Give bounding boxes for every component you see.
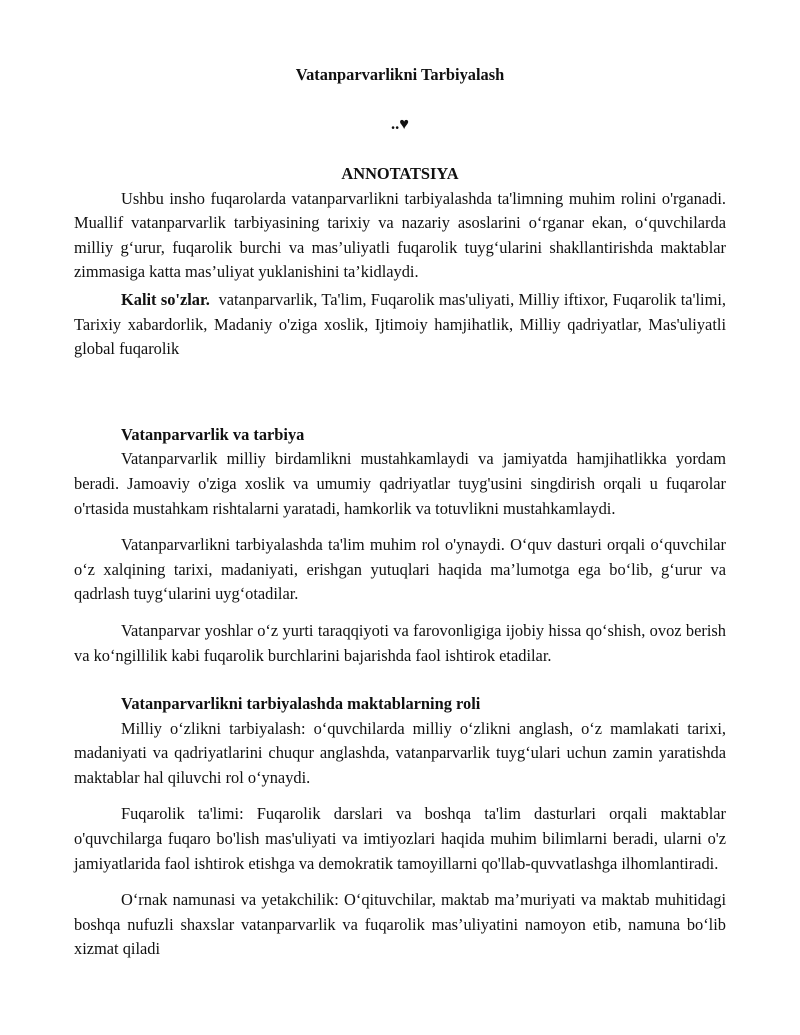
spacer — [74, 668, 726, 692]
section-heading-schools-role: Vatanparvarlikni tarbiyalashda maktablarning roli — [121, 694, 481, 714]
spacer — [74, 876, 726, 888]
document-title: Vatanparvarlikni Tarbiyalash — [295, 65, 505, 84]
spacer — [74, 607, 726, 619]
keywords-list: vatanparvarlik, Ta'lim, Fuqarolik mas'uliyati, Milliy iftixor, Fuqarolik ta'limi, Tarixiy xabardorlik, Madaniy o'ziga xoslik, Ijtimoiy hamjihatlik, Milliy qadriyatlar, Mas'uliyatli global fuqarolik — [74, 289, 726, 359]
spacer — [74, 521, 726, 533]
section1-paragraph-2: Vatanparvarlikni tarbiyalashda ta'lim muhim rol o'ynaydi. Oʻquv dasturi orqali oʻquvchilar oʻz xalqining tarixi, madaniyati, erishgan yutuqlari haqida ma’lumotga ega boʻlib, gʻurur va qadrlash tuygʻularini uygʻotadilar. — [74, 535, 726, 604]
ornament-heart: ..♥ — [391, 114, 409, 133]
spacer — [74, 790, 726, 802]
section2-paragraph-2: Fuqarolik ta'limi: Fuqarolik darslari va boshqa ta'lim dasturlari orqali maktablar o'quvchilarga fuqaro bo'lish mas'uliyati va imtiyozlari haqida muhim bilimlarni beradi, ularni o'z jamiyatlarida faol ishtirok etishga va demokratik tamoyillarni qo'llab-quvvatlashga ilhomlantiradi. — [74, 804, 726, 873]
document-page — [74, 63, 726, 962]
section2-paragraph-1: Milliy oʻzlikni tarbiyalash: oʻquvchilarda milliy oʻzlikni anglash, oʻz mamlakati tarixi, madaniyati va qadriyatlarini chuqur anglashda, vatanparvarlik tuygʻulari uchun zamin yaratishda maktablar hal qiluvchi rol oʻynaydi. — [74, 718, 726, 787]
section1-paragraph-3: Vatanparvar yoshlar oʻz yurti taraqqiyoti va farovonligiga ijobiy hissa qoʻshish, ovoz berish va koʻngillilik kabi fuqarolik burchlarini bajarishda faol ishtirok etadilar. — [74, 620, 726, 665]
section-heading-patriotism-education: Vatanparvarlik va tarbiya — [121, 424, 305, 444]
section2-paragraph-3: Oʻrnak namunasi va yetakchilik: Oʻqituvchilar, maktab ma’muriyati va maktab muhitidagi boshqa nufuzli shaxslar vatanparvarlik va fuqarolik mas’uliyatini namoyon etib, namuna boʻlib xizmat qiladi — [74, 890, 726, 959]
section1-paragraph-1: Vatanparvarlik milliy birdamlikni mustahkamlaydi va jamiyatda hamjihatlikka yordam beradi. Jamoaviy o'ziga xoslik va umumiy qadriyatlar tuyg'usini singdirish orqali u fuqarolar o'rtasida mustahkam rishtalarni yaratadi, hamkorlik va totuvlikni mustahkamlaydi. — [74, 449, 726, 518]
keywords-paragraph — [74, 288, 726, 362]
annotation-heading: ANNOTATSIYA — [341, 164, 459, 183]
keywords-label: Kalit so'zlar. — [121, 289, 210, 309]
annotation-paragraph: Ushbu insho fuqarolarda vatanparvarlikni tarbiyalashda ta'limning muhim rolini o'rganadi. Muallif vatanparvarlik tarbiyasining tarixiy va nazariy asoslarini oʻrganar ekan, oʻquvchilarda milliy gʻurur, fuqarolik burchi va mas’uliyatli fuqarolik tuygʻularini shakllantirishda maktablar zimmasiga katta mas’uliyat yuklanishini ta’kidlaydi. — [74, 188, 726, 282]
spacer — [74, 362, 726, 411]
spacer — [74, 411, 726, 423]
